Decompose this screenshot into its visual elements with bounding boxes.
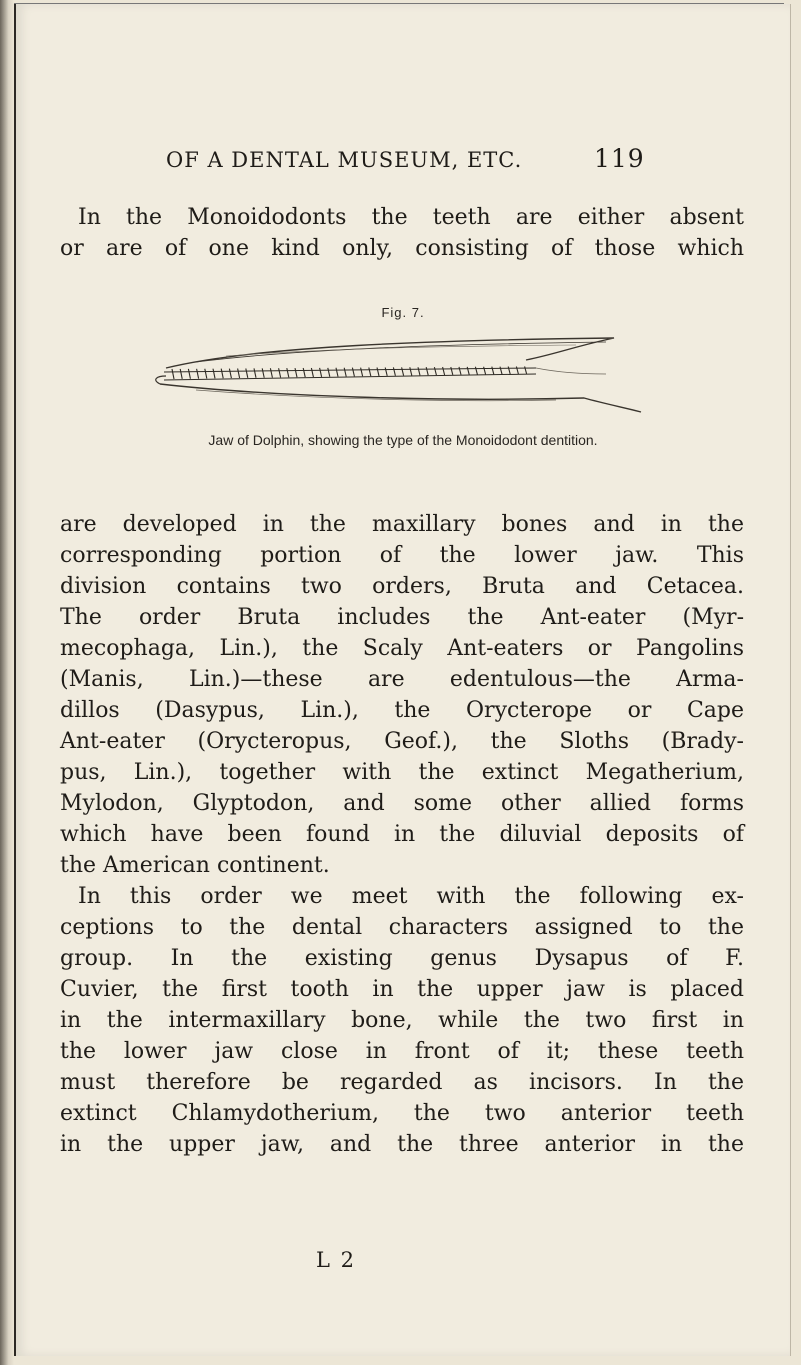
tooth-mark	[434, 367, 436, 375]
tooth-mark	[459, 367, 461, 375]
tooth-mark	[426, 367, 428, 375]
intro-paragraph	[60, 202, 744, 264]
text-line: which have been found in the diluvial deposits of	[60, 822, 744, 847]
text-line: group. In the existing genus Dysapus of F.	[60, 946, 744, 971]
dolphin-jaw-figure	[136, 332, 681, 414]
tooth-mark	[287, 368, 289, 377]
tooth-mark	[229, 369, 231, 379]
tooth-mark	[361, 368, 363, 377]
text-line: dillos (Dasypus, Lin.), the Orycterope or Cape	[60, 698, 744, 723]
text-line: In this order we meet with the following ex-	[78, 884, 744, 909]
tooth-mark	[295, 368, 297, 377]
tooth-mark	[262, 368, 264, 377]
tooth-mark	[525, 366, 527, 373]
tooth-mark	[238, 369, 240, 379]
text-line: The order Bruta includes the Ant-eater (Myr-	[60, 605, 744, 630]
tooth-mark	[205, 369, 207, 379]
running-title: OF A DENTAL MUSEUM, ETC.	[166, 148, 523, 172]
tooth-mark	[500, 367, 502, 375]
tooth-mark	[377, 368, 379, 377]
tooth-mark	[188, 369, 190, 379]
tooth-mark	[328, 368, 330, 377]
tooth-mark	[344, 368, 346, 377]
text-line: in the intermaxillary bone, while the two first in	[60, 1008, 744, 1033]
tooth-mark	[246, 368, 248, 377]
tooth-mark	[279, 368, 281, 377]
text-line: Ant-eater (Orycteropus, Geof.), the Sloths (Brady-	[60, 729, 744, 754]
text-line: pus, Lin.), together with the extinct Megatherium,	[60, 760, 744, 785]
tooth-mark	[402, 367, 404, 375]
tooth-mark	[484, 367, 486, 375]
tooth-mark	[492, 367, 494, 375]
text-line: extinct Chlamydotherium, the two anterior teeth	[60, 1101, 744, 1126]
tooth-mark	[393, 367, 395, 375]
book-gutter	[0, 0, 14, 1365]
tooth-mark	[197, 369, 199, 379]
tooth-mark	[320, 368, 322, 377]
tooth-mark	[303, 368, 305, 377]
tooth-mark	[172, 369, 174, 379]
tooth-mark	[467, 367, 469, 375]
tooth-mark	[369, 368, 371, 377]
tooth-mark	[311, 368, 313, 377]
text-line: must therefore be regarded as incisors. In the	[60, 1070, 744, 1095]
tooth-mark	[352, 368, 354, 377]
text-line: (Manis, Lin.)—these are edentulous—the Arma-	[60, 667, 744, 692]
tooth-mark	[451, 367, 453, 375]
tooth-mark	[254, 368, 256, 377]
figure-label: Fig. 7.	[381, 305, 425, 320]
tooth-mark	[385, 367, 387, 375]
tooth-mark	[418, 367, 420, 375]
text-line: are developed in the maxillary bones and in the	[60, 512, 744, 537]
tooth-mark	[270, 368, 272, 377]
tooth-mark	[443, 367, 445, 375]
text-line: Cuvier, the first tooth in the upper jaw is placed	[60, 977, 744, 1002]
text-line: Mylodon, Glyptodon, and some other allied forms	[60, 791, 744, 816]
text-line: mecophaga, Lin.), the Scaly Ant-eaters or Pangolins	[60, 636, 744, 661]
text-line: ceptions to the dental characters assigned to the	[60, 915, 744, 940]
text-line: division contains two orders, Bruta and Cetacea.	[60, 574, 744, 599]
tooth-mark	[508, 367, 510, 375]
tooth-mark	[336, 368, 338, 377]
signature-mark: L 2	[316, 1248, 356, 1272]
tooth-mark	[410, 367, 412, 375]
text-line: the lower jaw close in front of it; these teeth	[60, 1039, 744, 1064]
tooth-mark	[475, 367, 477, 375]
text-line: corresponding portion of the lower jaw. This	[60, 543, 744, 568]
page-number: 119	[594, 144, 645, 173]
tooth-mark	[221, 369, 223, 379]
book-page	[14, 4, 791, 1356]
text-line: In the Monoidodonts the teeth are either absent	[78, 205, 744, 230]
figure-caption: Jaw of Dolphin, showing the type of the Monoidodont dentition.	[208, 432, 598, 448]
body-paragraph	[60, 509, 744, 1160]
tooth-mark	[516, 366, 518, 373]
text-line: in the upper jaw, and the three anterior in the	[60, 1132, 744, 1157]
text-line: or are of one kind only, consisting of those which	[60, 236, 744, 261]
text-line: the American continent.	[60, 853, 330, 878]
tooth-mark	[213, 369, 215, 379]
tooth-mark	[180, 369, 182, 379]
